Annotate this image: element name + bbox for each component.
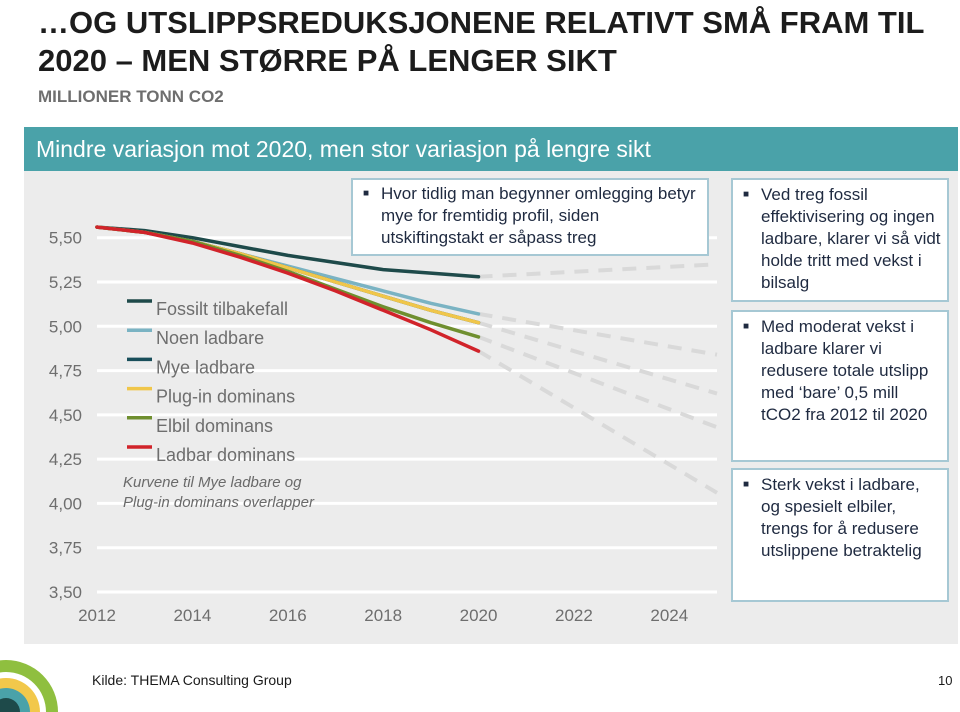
bullet-icon: ■ — [743, 479, 750, 490]
y-tick-label: 5,25 — [48, 273, 82, 292]
callout-right-3-text: Sterk vekst i ladbare, og spesielt elbiler, trengs for å redusere utslippene betraktelig — [761, 475, 922, 560]
x-tick-label: 2022 — [555, 606, 593, 625]
bullet-icon: ■ — [743, 189, 750, 200]
legend-label: Plug-in dominans — [156, 386, 296, 407]
bullet-icon: ■ — [363, 188, 370, 199]
x-tick-label: 2014 — [173, 606, 212, 625]
projection-line — [479, 351, 717, 493]
bullet-icon: ■ — [743, 321, 750, 332]
y-tick-label: 5,50 — [48, 228, 82, 248]
company-logo-icon — [0, 654, 62, 712]
callout-right-1-text: Ved treg fossil effektivisering og ingen ladbare, klarer vi så vidt holde tritt med vekst i bilsalg — [761, 185, 941, 292]
legend-label: Noen ladbare — [156, 328, 265, 349]
callout-right-2 — [731, 310, 949, 462]
y-tick-label: 4,50 — [48, 405, 82, 425]
source-note: Kilde: THEMA Consulting Group — [92, 672, 292, 688]
legend-note: Kurvene til Mye ladbare og Plug-in dominans overlapper — [123, 474, 314, 511]
page-title: …OG UTSLIPPSREDUKSJONENE RELATIVT SMÅ FRAM TIL 2020 – MEN STØRRE PÅ LENGER SIKT — [38, 5, 924, 78]
y-tick-label: 3,75 — [48, 538, 82, 558]
callout-top-text: Hvor tidlig man begynner omlegging betyr mye for fremtidig profil, siden utskiftingstakt er såpass treg — [381, 184, 696, 247]
callout-right-2-text: Med moderat vekst i ladbare klarer vi redusere totale utslipp med ‘bare’ 0,5 mill tCO2 fra 2012 til 2020 — [761, 317, 929, 424]
y-tick-label: 4,75 — [48, 361, 82, 381]
y-tick-label: 4,25 — [48, 450, 82, 470]
callout-right-1 — [731, 178, 949, 302]
y-tick-label: 3,50 — [48, 583, 82, 602]
projection-line — [479, 264, 717, 276]
x-tick-label: 2018 — [364, 606, 403, 625]
legend-label: Ladbar dominans — [156, 445, 296, 465]
x-tick-label: 2012 — [78, 606, 116, 625]
x-tick-label: 2024 — [650, 606, 689, 625]
y-tick-label: 5,00 — [48, 317, 82, 337]
legend-label: Mye ladbare — [156, 357, 256, 378]
callout-top — [351, 178, 709, 256]
x-tick-label: 2016 — [268, 606, 307, 625]
callout-right-3 — [731, 468, 949, 602]
page-number: 10 — [938, 673, 953, 688]
legend-label: Elbil dominans — [156, 415, 274, 436]
y-tick-label: 4,00 — [48, 494, 82, 514]
legend-label: Fossilt tilbakefall — [156, 299, 289, 319]
page-subtitle: MILLIONER TONN CO2 — [38, 87, 224, 106]
banner-heading: Mindre variasjon mot 2020, men stor variasjon på lengre sikt — [24, 127, 958, 171]
x-tick-label: 2020 — [459, 606, 498, 625]
